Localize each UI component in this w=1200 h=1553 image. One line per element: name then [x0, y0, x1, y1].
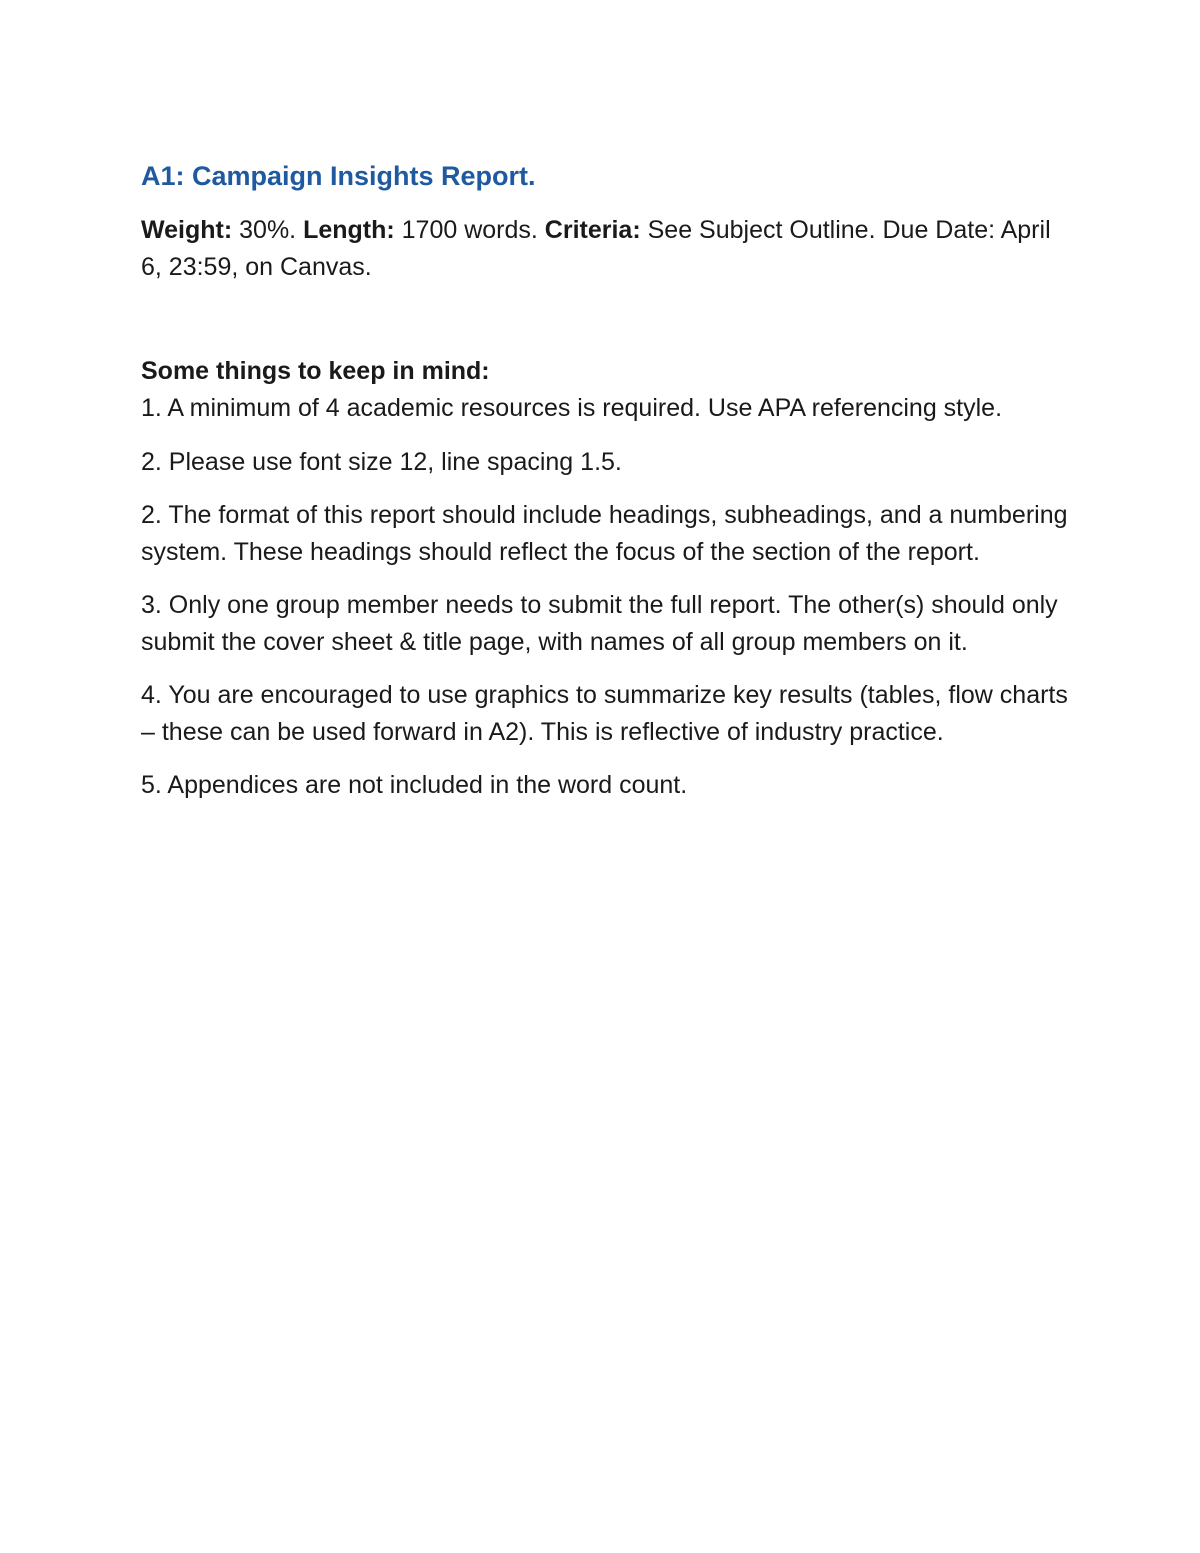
assignment-details	[141, 212, 1071, 286]
section-heading: Some things to keep in mind:	[141, 357, 490, 385]
document-page	[141, 158, 1071, 804]
list-item: 5. Appendices are not included in the word count.	[141, 771, 688, 799]
length-value: 1700 words.	[394, 216, 545, 244]
weight-value: 30%.	[232, 216, 304, 244]
list-item: 1. A minimum of 4 academic resources is required. Use APA referencing style.	[141, 394, 1003, 422]
list-item: 2. Please use font size 12, line spacing 1.5.	[141, 447, 622, 476]
list-item: 4. You are encouraged to use graphics to summarize key results (tables, flow charts – these can be used forward in A2). This is reflective of industry practice.	[141, 681, 1068, 746]
length-label: Length:	[303, 216, 395, 244]
criteria-label: Criteria:	[544, 216, 641, 244]
weight-label: Weight:	[141, 216, 233, 244]
document-title: A1: Campaign Insights Report.	[141, 161, 536, 191]
list-item: 2. The format of this report should include headings, subheadings, and a numbering system. These headings should reflect the focus of the section of the report.	[141, 501, 1068, 566]
list-item: 3. Only one group member needs to submit the full report. The other(s) should only submit the cover sheet & title page, with names of all group members on it.	[141, 591, 1058, 656]
criteria-value: See Subject Outline. Due Date: April 6, 23:59, on Canvas.	[141, 216, 1051, 281]
